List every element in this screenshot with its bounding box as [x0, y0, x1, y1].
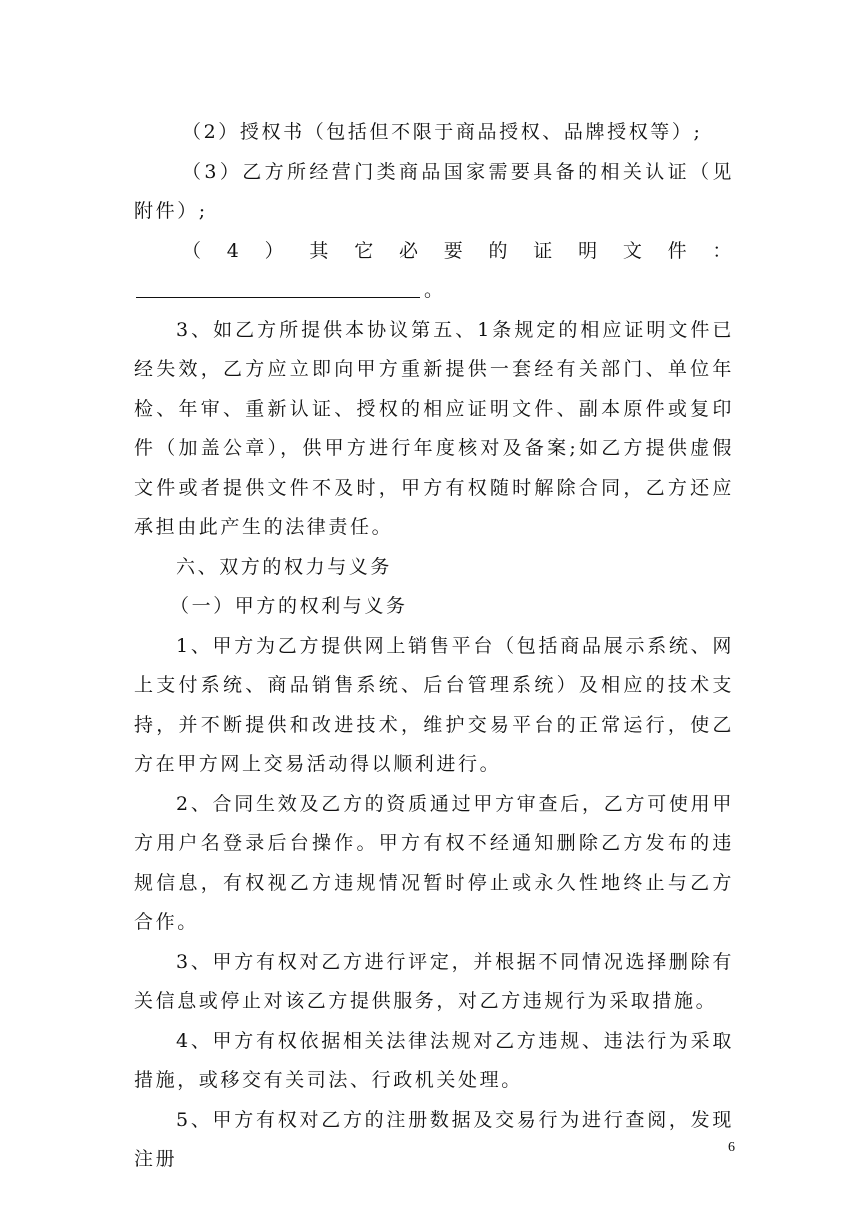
paragraph-item-4: 4、甲方有权依据相关法律法规对乙方违规、违法行为采取措施，或移交有关司法、行政机关处理。 — [134, 1029, 734, 1091]
subsection-heading-party-a: （一）甲方的权利与义务 — [170, 595, 408, 617]
fill-in-blank-line — [136, 275, 420, 298]
paragraph-item-2: 2、合同生效及乙方的资质通过甲方审查后，乙方可使用甲方用户名登录后台操作。甲方有权不经通知删除乙方发布的违规信息，有权视乙方违规情况暂时停止或永久性地终止与乙方合作。 — [134, 792, 734, 933]
paragraph-authorization: （2）授权书（包括但不限于商品授权、品牌授权等）; — [182, 121, 703, 143]
section-heading-rights-obligations: 六、双方的权力与义务 — [176, 555, 393, 578]
paragraph-other-documents: （4）其它必要的证明文件：。 — [134, 232, 734, 311]
paragraph-item-3: 3、甲方有权对乙方进行评定，并根据不同情况选择删除有关信息或停止对该乙方提供服务，对乙方违规行为采取措施。 — [134, 950, 734, 1012]
paragraph-clause-3: 3、如乙方所提供本协议第五、1条规定的相应证明文件已经失效，乙方应立即向甲方重新提供一套经有关部门、单位年检、年审、重新认证、授权的相应证明文件、副本原件或复印件（加盖公章），供甲方进行年度核对及备案;如乙方提供虚假文件或者提供文件不及时，甲方有权随时解除合同，乙方还应承担由此产生的法律责任。 — [134, 318, 734, 538]
page-number: 6 — [728, 1140, 735, 1155]
paragraph-item-5: 5、甲方有权对乙方的注册数据及交易行为进行查阅，发现注册 — [134, 1108, 734, 1170]
document-body — [134, 113, 734, 1180]
paragraph-certification: （3）乙方所经营门类商品国家需要具备的相关认证（见附件）; — [134, 160, 734, 222]
paragraph-item-1: 1、甲方为乙方提供网上销售平台（包括商品展示系统、网上支付系统、商品销售系统、后台管理系统）及相应的技术支持，并不断提供和改进技术，维护交易平台的正常运行，使乙方在甲方网上交易活动得以顺利进行。 — [134, 634, 734, 775]
